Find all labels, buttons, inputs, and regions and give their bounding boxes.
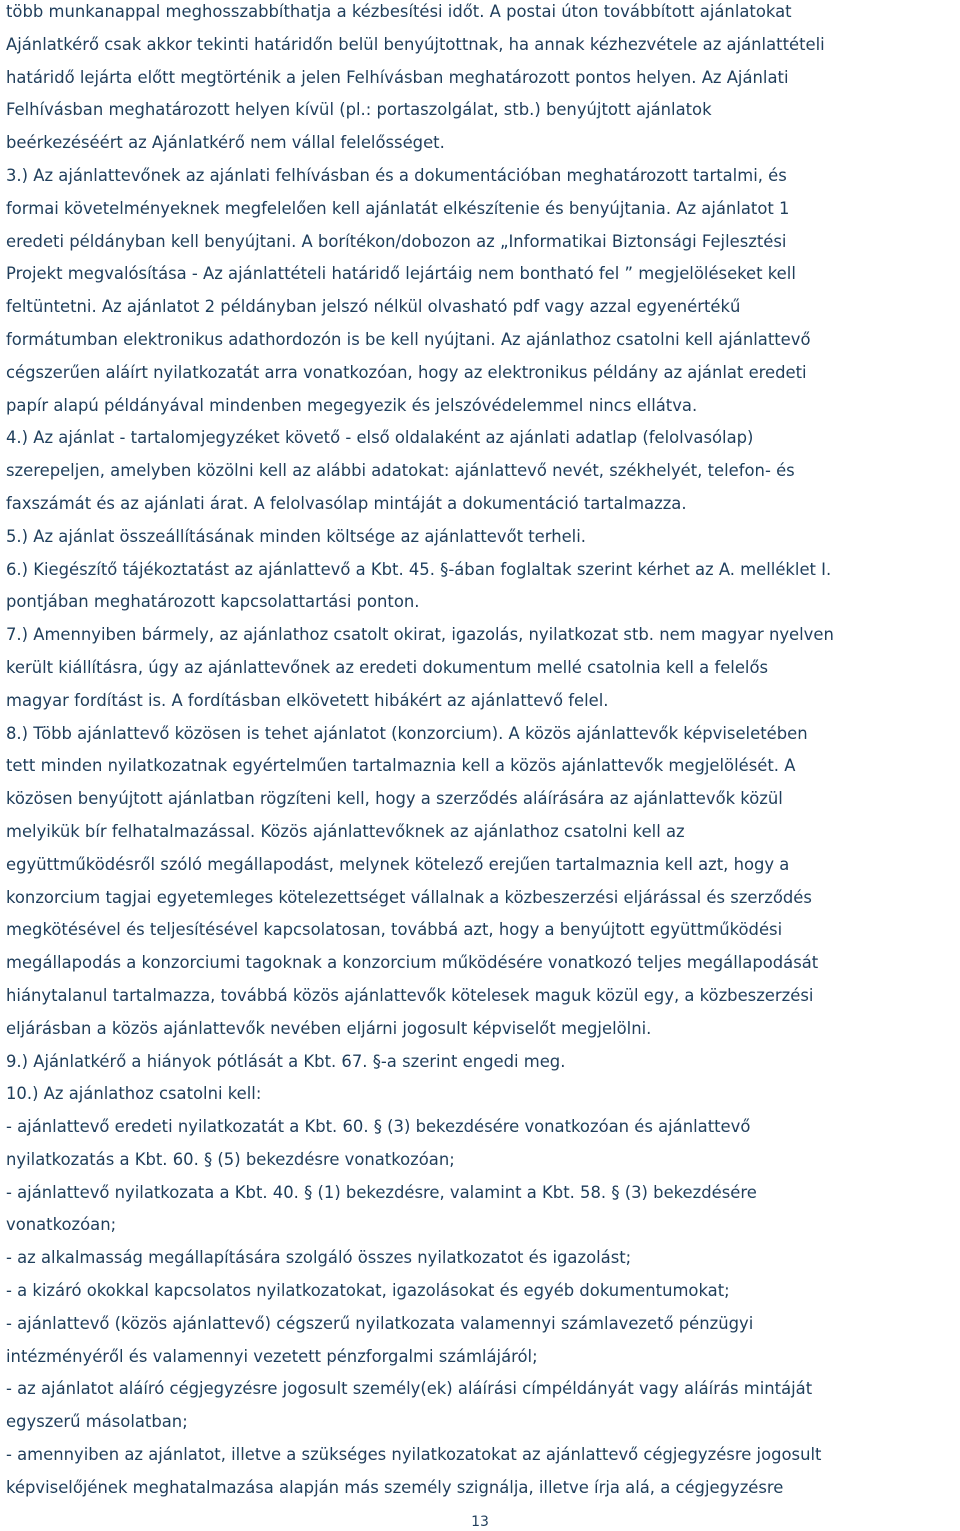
text-line: formai követelményeknek megfelelően kell ajánlatát elkészítenie és benyújtania. Az ajánlatot 1 — [6, 198, 790, 218]
text-line: - ajánlattevő nyilatkozata a Kbt. 40. § (1) bekezdésre, valamint a Kbt. 58. § (3) bekezdésére — [6, 1182, 757, 1202]
text-line: 8.) Több ajánlattevő közösen is tehet ajánlatot (konzorcium). A közös ajánlattevők képviseletében — [6, 723, 808, 743]
text-line: - ajánlattevő eredeti nyilatkozatát a Kbt. 60. § (3) bekezdésére vonatkozóan és ajánlattevő — [6, 1117, 751, 1137]
text-line: 7.) Amennyiben bármely, az ajánlathoz csatolt okirat, igazolás, nyilatkozat stb. nem magyar nyelven — [6, 625, 834, 645]
text-line: intézményéről és valamennyi vezetett pénzforgalmi számlájáról; — [6, 1346, 538, 1366]
text-line: vonatkozóan; — [6, 1215, 117, 1235]
text-line: határidő lejárta előtt megtörténik a jelen Felhívásban meghatározott pontos helyen. Az Ajánlati — [6, 67, 789, 87]
text-line: közösen benyújtott ajánlatban rögzíteni kell, hogy a szerződés aláírására az ajánlattevők közül — [6, 789, 783, 809]
text-line: 3.) Az ajánlattevőnek az ajánlati felhívásban és a dokumentációban meghatározott tartalmi, és — [6, 165, 787, 185]
page-number: 13 — [471, 1514, 489, 1530]
text-line: eredeti példányban kell benyújtani. A borítékon/dobozon az „Informatikai Biztonsági Fejlesztési — [6, 231, 787, 251]
text-line: - ajánlattevő (közös ajánlattevő) cégszerű nyilatkozata valamennyi számlavezető pénzügyi — [6, 1313, 754, 1333]
text-line: - az ajánlatot aláíró cégjegyzésre jogosult személy(ek) aláírási címpéldányát vagy aláírás mintáját — [6, 1379, 813, 1399]
text-line: cégszerűen aláírt nyilatkozatát arra vonatkozóan, hogy az elektronikus példány az ajánlat eredeti — [6, 362, 807, 382]
text-line: megkötésével és teljesítésével kapcsolatosan, továbbá azt, hogy a benyújtott együttműködési — [6, 920, 783, 940]
text-line: - amennyiben az ajánlatot, illetve a szükséges nyilatkozatokat az ajánlattevő cégjegyzésre jogosult — [6, 1445, 822, 1465]
text-line: beérkezéséért az Ajánlatkérő nem vállal felelősséget. — [6, 133, 445, 153]
text-line: melyikük bír felhatalmazással. Közös ajánlattevőknek az ajánlathoz csatolni kell az — [6, 821, 685, 841]
text-line: tett minden nyilatkozatnak egyértelműen tartalmaznia kell a közös ajánlattevők megjelölését. A — [6, 756, 796, 776]
text-line: hiánytalanul tartalmazza, továbbá közös ajánlattevők kötelesek maguk közül egy, a közbeszerzési — [6, 985, 814, 1005]
text-line: 10.) Az ajánlathoz csatolni kell: — [6, 1084, 262, 1104]
text-line: került kiállításra, úgy az ajánlattevőnek az eredeti dokumentum mellé csatolnia kell a felelős — [6, 657, 769, 677]
text-line: feltüntetni. Az ajánlatot 2 példányban jelszó nélkül olvasható pdf vagy azzal egyenértékű — [6, 297, 741, 317]
text-line: több munkanappal meghosszabbíthatja a kézbesítési időt. A postai úton továbbított ajánlatokat — [6, 2, 792, 21]
document-body — [6, 0, 956, 1509]
text-line: 4.) Az ajánlat - tartalomjegyzéket követő - első oldalaként az ajánlati adatlap (felolvasólap) — [6, 428, 754, 448]
text-line: képviselőjének meghatalmazása alapján más személy szignálja, illetve írja alá, a cégjegyzésre — [6, 1477, 784, 1497]
text-line: Ajánlatkérő csak akkor tekinti határidőn belül benyújtottnak, ha annak kézhezvétele az ajánlattételi — [6, 34, 825, 54]
text-line: 5.) Az ajánlat összeállításának minden költsége az ajánlattevőt terheli. — [6, 526, 586, 546]
text-line: nyilatkozatás a Kbt. 60. § (5) bekezdésre vonatkozóan; — [6, 1149, 455, 1169]
text-line: faxszámát és az ajánlati árat. A felolvasólap mintáját a dokumentáció tartalmazza. — [6, 493, 687, 513]
text-line: Felhívásban meghatározott helyen kívül (pl.: portaszolgálat, stb.) benyújtott ajánlatok — [6, 100, 712, 120]
text-line: eljárásban a közös ajánlattevők nevében eljárni jogosult képviselőt megjelölni. — [6, 1018, 652, 1038]
text-line: együttműködésről szóló megállapodást, melynek kötelező erejűen tartalmaznia kell azt, hogy a — [6, 854, 790, 874]
text-line: egyszerű másolatban; — [6, 1412, 188, 1432]
text-line: Projekt megvalósítása - Az ajánlattételi határidő lejártáig nem bontható fel ” megjelöléseket kell — [6, 264, 796, 284]
text-line: - a kizáró okokkal kapcsolatos nyilatkozatokat, igazolásokat és egyéb dokumentumokat; — [6, 1281, 730, 1301]
text-line: formátumban elektronikus adathordozón is be kell nyújtani. Az ajánlathoz csatolni kell ajánlattevő — [6, 329, 811, 349]
text-line: papír alapú példányával mindenben megegyezik és jelszóvédelemmel nincs ellátva. — [6, 395, 698, 415]
text-line: szerepeljen, amelyben közölni kell az alábbi adatokat: ajánlattevő nevét, székhelyét, telefon- és — [6, 461, 795, 481]
text-line: 9.) Ajánlatkérő a hiányok pótlását a Kbt. 67. §-a szerint engedi meg. — [6, 1051, 566, 1071]
text-line: 6.) Kiegészítő tájékoztatást az ajánlattevő a Kbt. 45. §-ában foglaltak szerint kérhet az A. melléklet I. — [6, 559, 832, 579]
text-line: - az alkalmasság megállapítására szolgáló összes nyilatkozatot és igazolást; — [6, 1248, 632, 1268]
text-line: pontjában meghatározott kapcsolattartási ponton. — [6, 592, 420, 612]
text-line: magyar fordítást is. A fordításban elkövetett hibákért az ajánlattevő felel. — [6, 690, 609, 710]
text-line: megállapodás a konzorciumi tagoknak a konzorcium működésére vonatkozó teljes megállapodását — [6, 953, 819, 973]
text-line: konzorcium tagjai egyetemleges kötelezettséget vállalnak a közbeszerzési eljárással és szerződés — [6, 887, 812, 907]
document-page — [6, 0, 956, 1531]
